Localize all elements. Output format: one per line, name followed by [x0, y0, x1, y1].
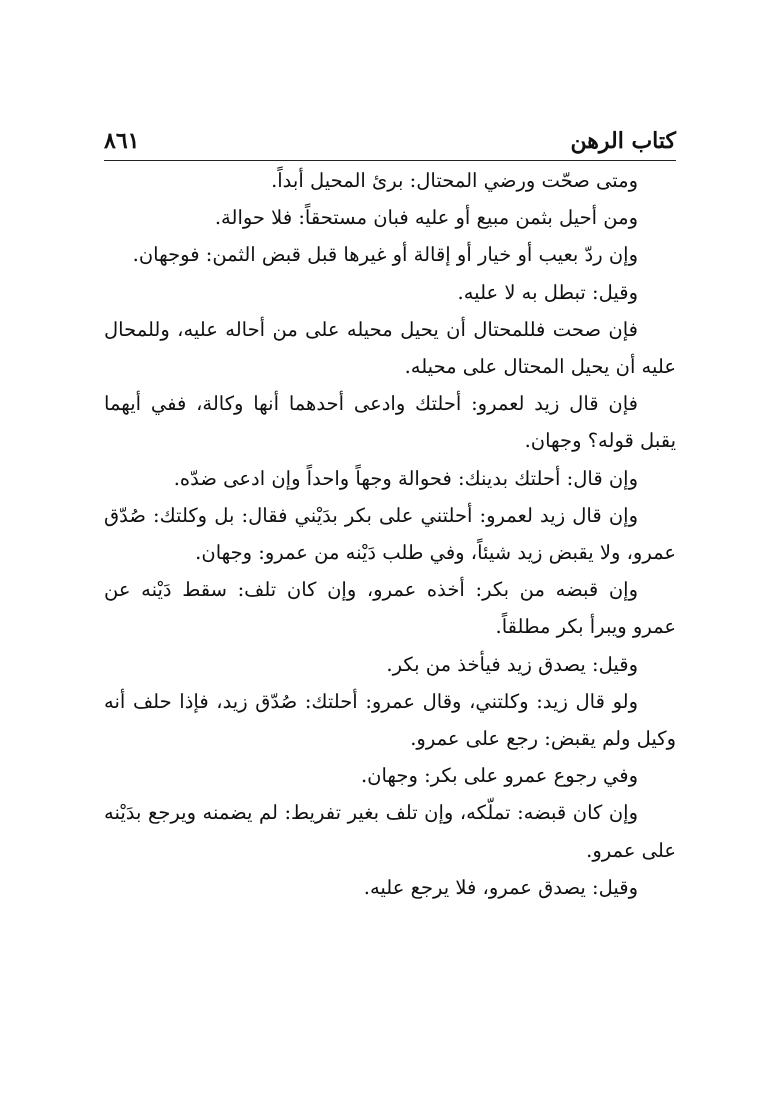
paragraph: ومن أحيل بثمن مبيع أو عليه فبان مستحقاً: فلا حوالة.: [214, 206, 638, 230]
paragraph: وإن قبضه من بكر: أخذه عمرو، وإن كان تلف: سقط دَيْنه عن عمرو ويبرأ بكر مطلقاً.: [104, 578, 676, 639]
paragraph: وإن قال زيد لعمرو: أحلتني على بكر بدَيْني فقال: بل وكلتك: صُدّق عمرو، ولا يقبض زيد شيئاً، وفي طلب دَيْنه من عمرو: وجهان.: [104, 503, 676, 565]
paragraph: فإن قال زيد لعمرو: أحلتك وادعى أحدهما أنها وكالة، ففي أيهما يقبل قوله؟ وجهان.: [104, 392, 676, 453]
paragraph: فإن صحت فللمحتال أن يحيل محيله على من أحاله عليه، وللمحال عليه أن يحيل المحتال على محيله.: [104, 317, 676, 379]
paragraph: ومتى صحّت ورضي المحتال: برئ المحيل أبداً.: [271, 169, 638, 192]
body-text: [104, 162, 676, 906]
header-rule: [104, 160, 676, 161]
paragraph: وقيل: يصدق زيد فيأخذ من بكر.: [386, 652, 638, 676]
paragraph: ولو قال زيد: وكلتني، وقال عمرو: أحلتك: صُدّق زيد، فإذا حلف أنه وكيل ولم يقبض: رجع على عمرو.: [104, 689, 676, 751]
paragraph: وقيل: تبطل به لا عليه.: [457, 280, 638, 304]
paragraph: وإن قال: أحلتك بدينك: فحوالة وجهاً واحداً وإن ادعى ضدّه.: [173, 466, 638, 490]
paragraph: وفي رجوع عمرو على بكر: وجهان.: [360, 764, 638, 788]
paragraph: وإن ردّ بعيب أو خيار أو إقالة أو غيرها قبل قبض الثمن: فوجهان.: [132, 243, 638, 267]
paragraph: وقيل: يصدق عمرو، فلا يرجع عليه.: [363, 875, 638, 899]
page-header: [104, 126, 676, 156]
page-number: ٨٦١: [104, 128, 140, 154]
chapter-title: كتاب الرهن: [570, 128, 676, 154]
paragraph: وإن كان قبضه: تملّكه، وإن تلف بغير تفريط: لم يضمنه ويرجع بدَيْنه على عمرو.: [104, 801, 676, 862]
